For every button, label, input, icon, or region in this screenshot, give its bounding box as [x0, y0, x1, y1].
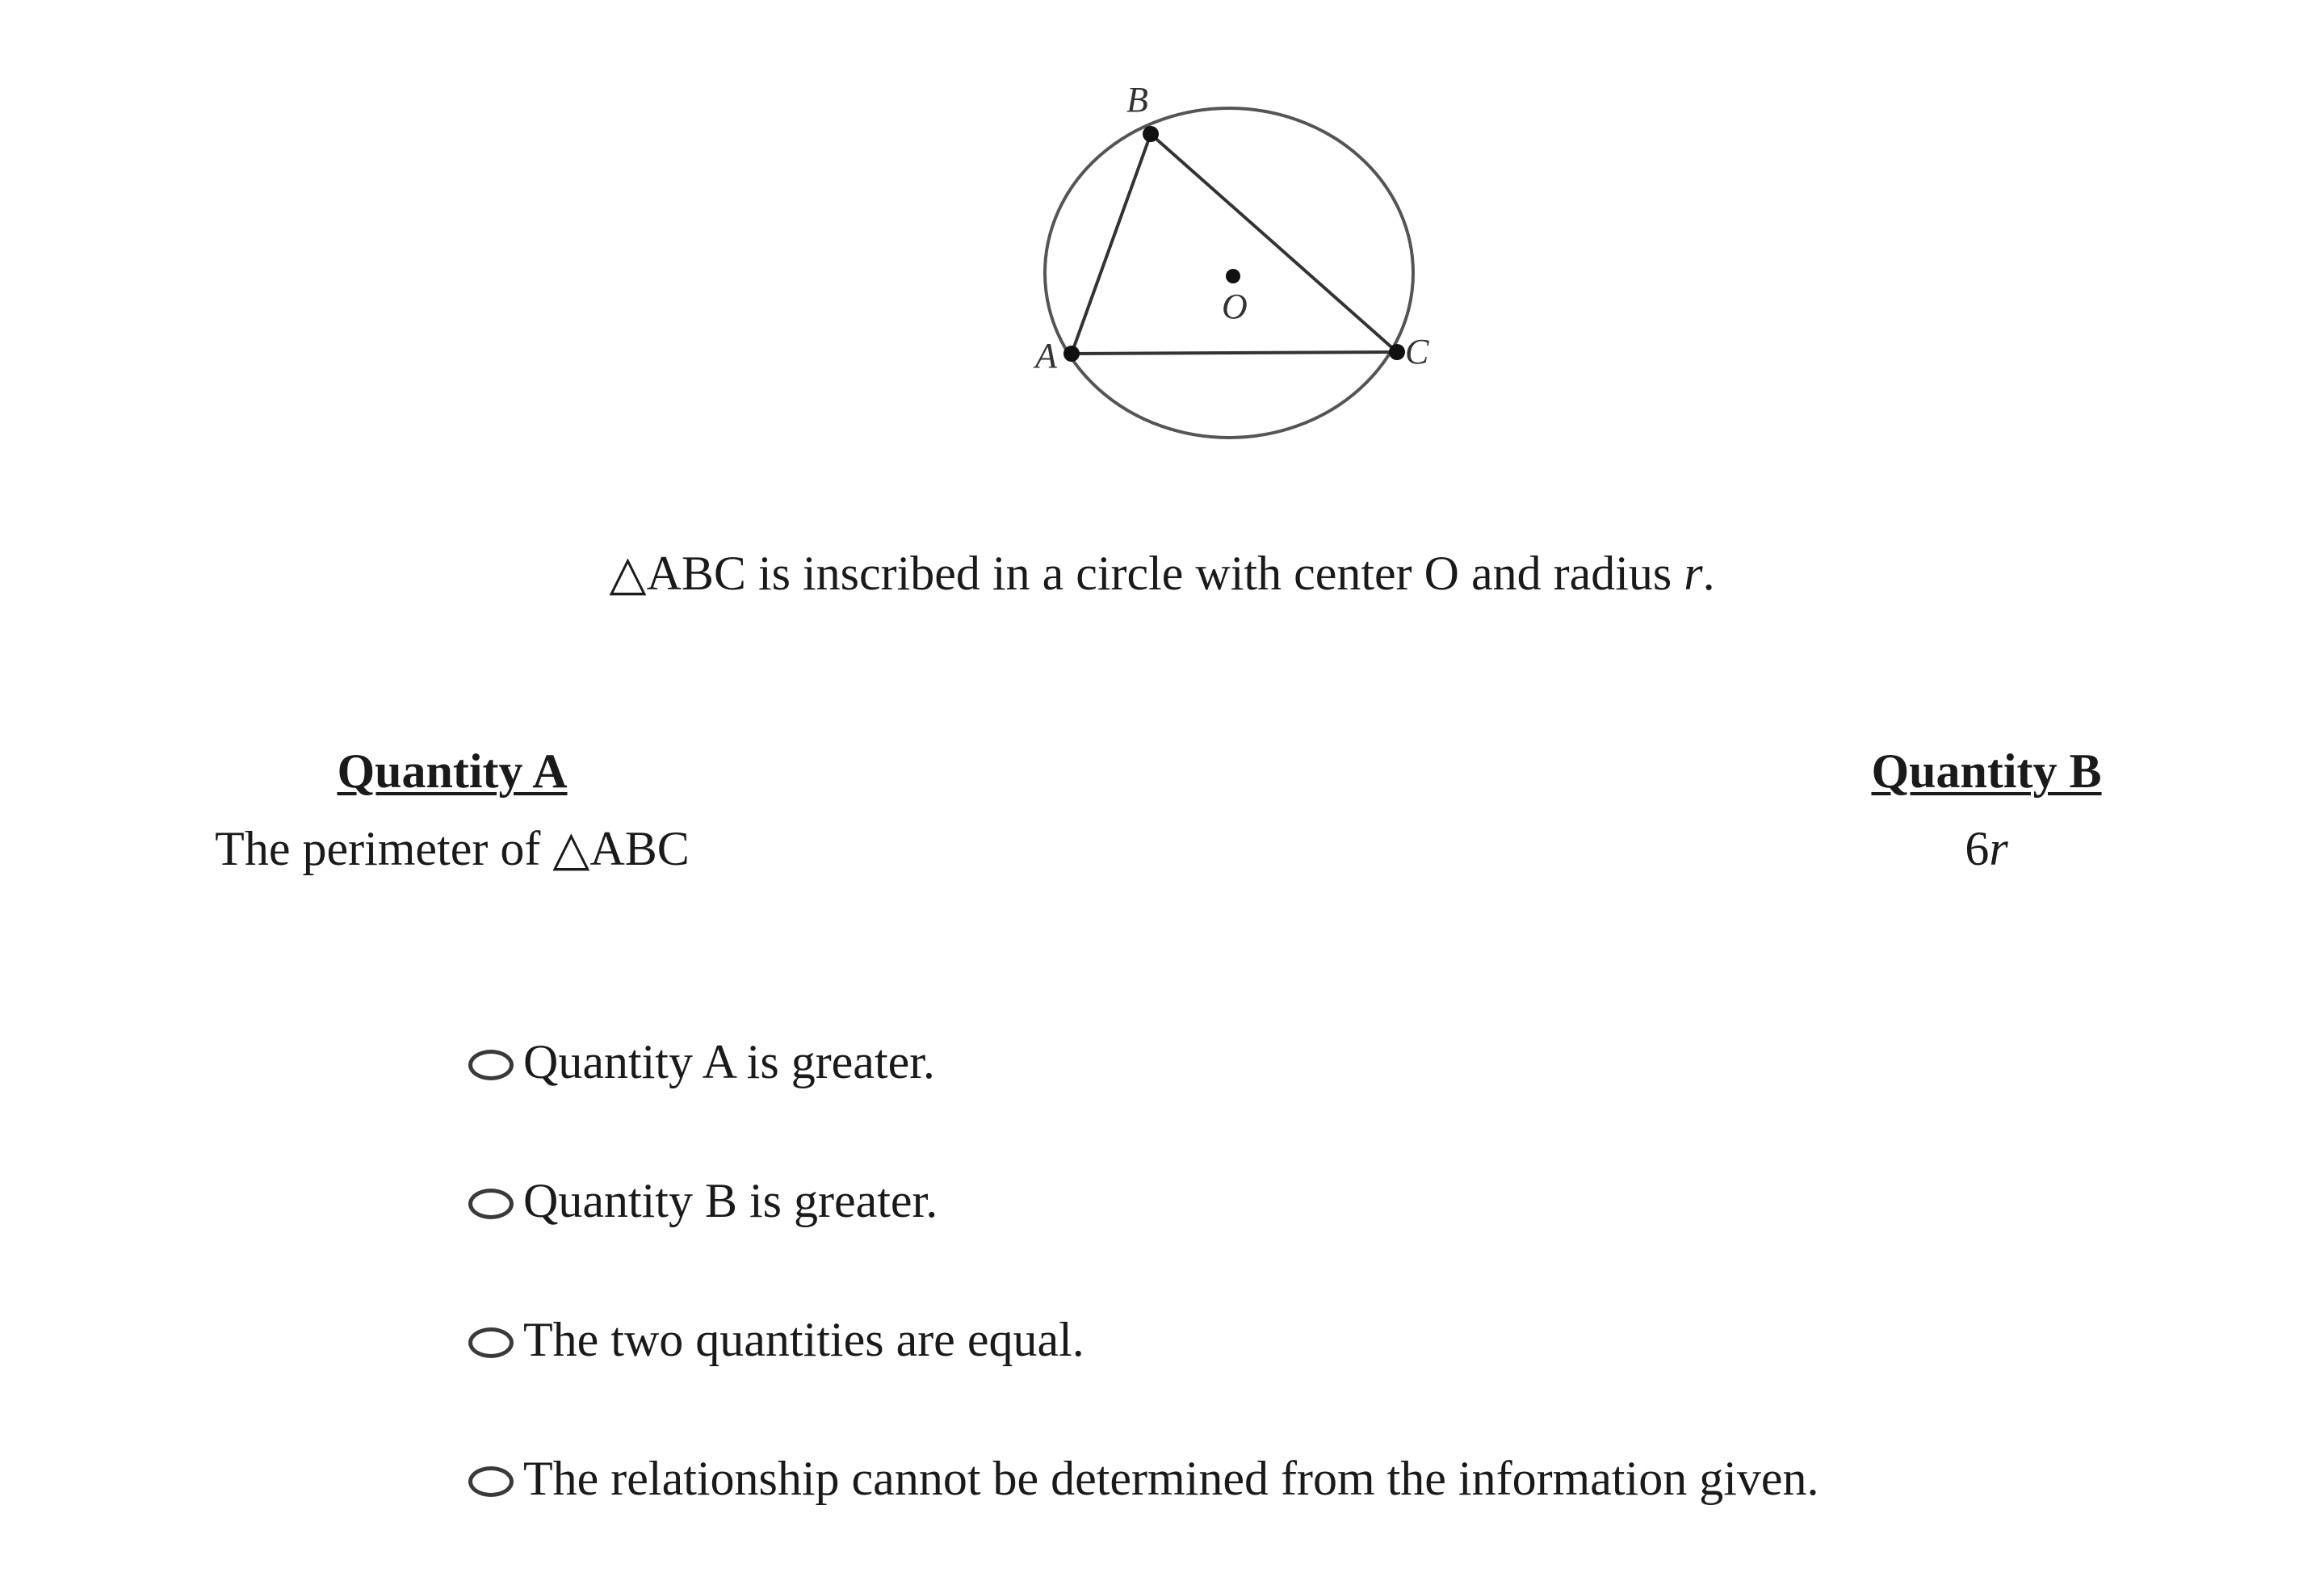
side-bc	[1151, 134, 1397, 352]
triangle-symbol: △	[609, 547, 647, 600]
radio-icon[interactable]	[468, 1050, 514, 1080]
vertex-c-label: C	[1405, 332, 1429, 371]
option-quantity-a-greater[interactable]	[468, 1029, 1819, 1094]
stem-main-text: ABC is inscribed in a circle with center O and radius	[646, 547, 1684, 600]
quantity-b-number: 6	[1965, 822, 1990, 875]
quantity-b-value	[1760, 816, 2213, 881]
vertex-b-dot	[1143, 126, 1159, 142]
quantity-b-heading: Quantity B	[1871, 744, 2102, 798]
vertex-a-dot	[1063, 346, 1080, 362]
quantity-a-text: The perimeter of △ABC	[215, 822, 690, 875]
circle-triangle-figure	[993, 40, 1478, 460]
option-equal[interactable]	[468, 1307, 1819, 1372]
option-quantity-b-greater[interactable]	[468, 1168, 1819, 1233]
stem-variable: r	[1684, 547, 1703, 600]
option-label: Quantity A is greater.	[523, 1034, 935, 1088]
radio-icon[interactable]	[468, 1327, 514, 1358]
quantity-b-column	[1760, 739, 2213, 881]
option-label: Quantity B is greater.	[523, 1173, 938, 1227]
quantity-b-variable: r	[1989, 822, 2008, 875]
answer-options	[468, 1029, 1819, 1585]
option-label: The relationship cannot be determined from the information given.	[523, 1451, 1819, 1505]
side-ac	[1072, 352, 1397, 354]
center-o-label: O	[1222, 287, 1248, 326]
side-ab	[1072, 134, 1151, 354]
radio-icon[interactable]	[468, 1466, 514, 1497]
vertex-c-dot	[1389, 344, 1405, 360]
option-cannot-determine[interactable]	[468, 1446, 1819, 1511]
vertex-a-label: A	[1035, 336, 1057, 375]
option-label: The two quantities are equal.	[523, 1312, 1084, 1366]
figure-svg	[993, 40, 1478, 460]
radio-icon[interactable]	[468, 1189, 514, 1219]
question-stem	[0, 541, 2324, 606]
center-o-dot	[1226, 269, 1240, 283]
vertex-b-label: B	[1126, 80, 1148, 120]
quantity-a-column	[81, 739, 824, 881]
quantity-a-heading: Quantity A	[337, 744, 568, 798]
stem-end: .	[1702, 547, 1715, 600]
